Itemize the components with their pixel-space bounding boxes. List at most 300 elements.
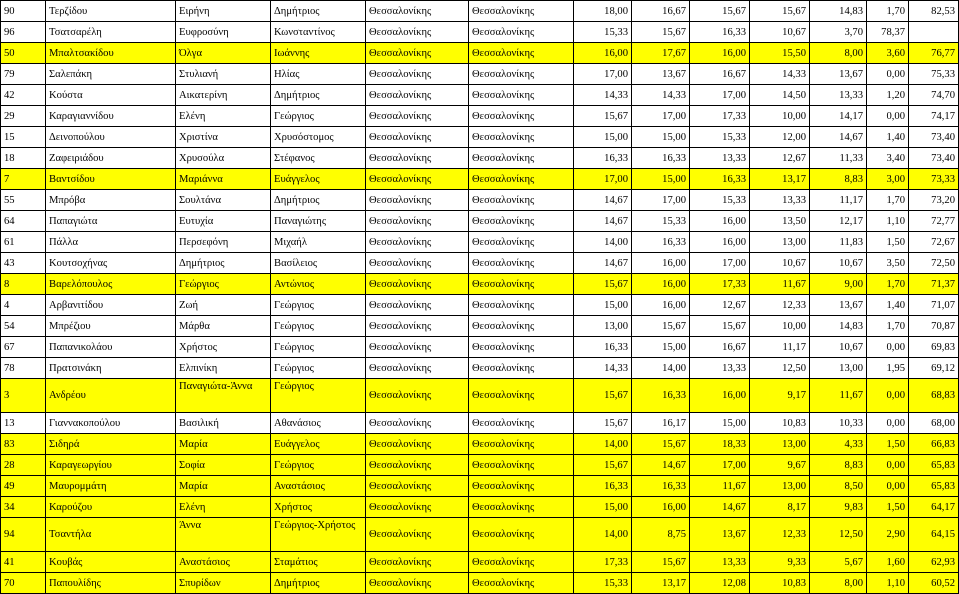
cell-first-name: Δημήτριος (176, 253, 271, 274)
cell-score3: 14,67 (690, 497, 750, 518)
cell-surname: Κουβάς (46, 552, 176, 573)
cell-score5: 10,33 (810, 413, 867, 434)
cell-region: Θεσσαλονίκης (366, 253, 469, 274)
cell-score1: 14,33 (574, 358, 632, 379)
cell-score3: 15,33 (690, 190, 750, 211)
cell-score2: 15,33 (632, 211, 690, 232)
cell-total: 71,07 (909, 295, 959, 316)
cell-score3: 13,33 (690, 552, 750, 573)
table-row (1, 22, 959, 43)
cell-score2: 16,00 (632, 253, 690, 274)
cell-score5: 14,67 (810, 127, 867, 148)
cell-score5: 8,50 (810, 476, 867, 497)
cell-surname: Πάλλα (46, 232, 176, 253)
cell-score5: 9,83 (810, 497, 867, 518)
cell-region: Θεσσαλονίκης (366, 295, 469, 316)
cell-score3: 17,00 (690, 455, 750, 476)
cell-father-name: Κωνσταντίνος (271, 22, 366, 43)
cell-city: Θεσσαλονίκης (469, 211, 574, 232)
table-row (1, 232, 959, 253)
cell-score3: 15,33 (690, 127, 750, 148)
cell-score4: 10,83 (750, 573, 810, 594)
cell-city: Θεσσαλονίκης (469, 413, 574, 434)
cell-total: 60,52 (909, 573, 959, 594)
cell-score3: 15,00 (690, 413, 750, 434)
cell-surname: Μπαλτσακίδου (46, 43, 176, 64)
cell-score4: 13,50 (750, 211, 810, 232)
cell-total: 64,15 (909, 518, 959, 552)
table-row (1, 106, 959, 127)
cell-region: Θεσσαλονίκης (366, 413, 469, 434)
cell-score5: 13,67 (810, 295, 867, 316)
cell-score4: 12,50 (750, 358, 810, 379)
cell-id: 78 (1, 358, 46, 379)
cell-region: Θεσσαλονίκης (366, 497, 469, 518)
table-row (1, 127, 959, 148)
cell-city: Θεσσαλονίκης (469, 274, 574, 295)
cell-city: Θεσσαλονίκης (469, 85, 574, 106)
cell-father-name: Γεώργιος (271, 106, 366, 127)
cell-score5: 10,67 (810, 253, 867, 274)
cell-first-name: Παναγιώτα-Άννα (176, 379, 271, 413)
cell-score5: 13,67 (810, 64, 867, 85)
table-row (1, 295, 959, 316)
cell-score5: 11,33 (810, 148, 867, 169)
cell-score5: 8,00 (810, 573, 867, 594)
cell-score3: 12,08 (690, 573, 750, 594)
cell-total: 65,83 (909, 455, 959, 476)
cell-father-name: Σταμάτιος (271, 552, 366, 573)
cell-city: Θεσσαλονίκης (469, 43, 574, 64)
cell-first-name: Σπυρίδων (176, 573, 271, 594)
cell-score2: 15,00 (632, 127, 690, 148)
cell-score5: 14,17 (810, 106, 867, 127)
cell-surname: Παπανικολάου (46, 337, 176, 358)
cell-score1: 18,00 (574, 1, 632, 22)
cell-id: 83 (1, 434, 46, 455)
cell-score3: 15,67 (690, 316, 750, 337)
cell-id: 3 (1, 379, 46, 413)
cell-father-name: Δημήτριος (271, 190, 366, 211)
cell-father-name: Ευάγγελος (271, 434, 366, 455)
cell-region: Θεσσαλονίκης (366, 148, 469, 169)
cell-id: 50 (1, 43, 46, 64)
cell-score2: 17,00 (632, 106, 690, 127)
cell-first-name: Μαρία (176, 434, 271, 455)
cell-score3: 16,67 (690, 64, 750, 85)
cell-total: 73,40 (909, 148, 959, 169)
cell-first-name: Ευτυχία (176, 211, 271, 232)
cell-total: 64,17 (909, 497, 959, 518)
cell-surname: Αρβανιτίδου (46, 295, 176, 316)
cell-score2: 16,00 (632, 497, 690, 518)
cell-bonus: 1,70 (867, 190, 909, 211)
cell-id: 8 (1, 274, 46, 295)
cell-first-name: Ειρήνη (176, 1, 271, 22)
cell-score4: 8,17 (750, 497, 810, 518)
table-row (1, 190, 959, 211)
cell-score4: 14,50 (750, 85, 810, 106)
cell-bonus: 0,00 (867, 64, 909, 85)
cell-first-name: Ζωή (176, 295, 271, 316)
cell-region: Θεσσαλονίκης (366, 85, 469, 106)
cell-bonus: 1,40 (867, 127, 909, 148)
cell-region: Θεσσαλονίκης (366, 552, 469, 573)
table-row (1, 43, 959, 64)
cell-score3: 16,00 (690, 232, 750, 253)
cell-id: 79 (1, 64, 46, 85)
cell-first-name: Στυλιανή (176, 64, 271, 85)
cell-score1: 16,00 (574, 43, 632, 64)
cell-score5: 4,33 (810, 434, 867, 455)
cell-score4: 11,17 (750, 337, 810, 358)
cell-id: 54 (1, 316, 46, 337)
cell-score4: 9,33 (750, 552, 810, 573)
cell-bonus: 0,00 (867, 476, 909, 497)
table-row (1, 169, 959, 190)
cell-total: 62,93 (909, 552, 959, 573)
cell-bonus: 1,70 (867, 316, 909, 337)
cell-id: 43 (1, 253, 46, 274)
cell-score5: 14,83 (810, 1, 867, 22)
table-row (1, 1, 959, 22)
cell-score2: 16,00 (632, 274, 690, 295)
cell-father-name: Δημήτριος (271, 573, 366, 594)
cell-first-name: Όλγα (176, 43, 271, 64)
cell-score5: 11,67 (810, 379, 867, 413)
cell-first-name: Χρυσούλα (176, 148, 271, 169)
cell-id: 29 (1, 106, 46, 127)
cell-score3: 16,00 (690, 43, 750, 64)
cell-score3: 16,00 (690, 379, 750, 413)
table-row (1, 64, 959, 85)
cell-city: Θεσσαλονίκης (469, 497, 574, 518)
cell-city: Θεσσαλονίκης (469, 169, 574, 190)
cell-score3: 17,33 (690, 274, 750, 295)
cell-total: 73,33 (909, 169, 959, 190)
cell-surname: Κούστα (46, 85, 176, 106)
cell-region: Θεσσαλονίκης (366, 476, 469, 497)
cell-score4: 15,50 (750, 43, 810, 64)
cell-score4: 15,67 (750, 1, 810, 22)
cell-father-name: Γεώργιος (271, 379, 366, 413)
cell-score2: 16,33 (632, 476, 690, 497)
cell-bonus: 1,70 (867, 1, 909, 22)
cell-region: Θεσσαλονίκης (366, 455, 469, 476)
cell-score5: 10,67 (810, 337, 867, 358)
cell-father-name: Ιωάννης (271, 43, 366, 64)
cell-city: Θεσσαλονίκης (469, 232, 574, 253)
cell-score5: 13,00 (810, 358, 867, 379)
cell-score3: 17,00 (690, 85, 750, 106)
cell-score1: 14,33 (574, 85, 632, 106)
cell-score5: 11,83 (810, 232, 867, 253)
cell-id: 28 (1, 455, 46, 476)
cell-score1: 13,00 (574, 316, 632, 337)
cell-city: Θεσσαλονίκης (469, 518, 574, 552)
cell-score4: 13,33 (750, 190, 810, 211)
cell-score1: 15,67 (574, 274, 632, 295)
cell-score1: 15,33 (574, 22, 632, 43)
cell-father-name: Γεώργιος (271, 337, 366, 358)
cell-score2: 16,00 (632, 295, 690, 316)
cell-first-name: Χριστίνα (176, 127, 271, 148)
cell-score2: 16,17 (632, 413, 690, 434)
cell-surname: Σαλεπάκη (46, 64, 176, 85)
cell-total: 69,83 (909, 337, 959, 358)
cell-region: Θεσσαλονίκης (366, 64, 469, 85)
cell-score1: 14,67 (574, 253, 632, 274)
cell-score4: 12,67 (750, 148, 810, 169)
cell-total: 72,50 (909, 253, 959, 274)
cell-total: 75,33 (909, 64, 959, 85)
cell-region: Θεσσαλονίκης (366, 274, 469, 295)
cell-score3: 16,33 (690, 169, 750, 190)
cell-score5: 8,83 (810, 169, 867, 190)
cell-surname: Παπαγιώτα (46, 211, 176, 232)
cell-city: Θεσσαλονίκης (469, 22, 574, 43)
cell-father-name: Γεώργιος-Χρήστος (271, 518, 366, 552)
cell-score1: 14,00 (574, 518, 632, 552)
cell-score2: 17,00 (632, 190, 690, 211)
cell-score5: 12,17 (810, 211, 867, 232)
cell-total: 72,77 (909, 211, 959, 232)
cell-score3: 17,00 (690, 253, 750, 274)
cell-id: 41 (1, 552, 46, 573)
cell-region: Θεσσαλονίκης (366, 379, 469, 413)
cell-father-name: Παναγιώτης (271, 211, 366, 232)
cell-surname: Βαντσίδου (46, 169, 176, 190)
cell-first-name: Χρήστος (176, 337, 271, 358)
cell-city: Θεσσαλονίκης (469, 379, 574, 413)
cell-score4: 13,00 (750, 476, 810, 497)
cell-father-name: Γεώργιος (271, 295, 366, 316)
cell-region: Θεσσαλονίκης (366, 337, 469, 358)
cell-score3: 15,67 (690, 1, 750, 22)
cell-bonus: 1,10 (867, 573, 909, 594)
cell-surname: Μπρόβα (46, 190, 176, 211)
cell-total: 74,70 (909, 85, 959, 106)
table-row (1, 455, 959, 476)
cell-bonus: 3,00 (867, 169, 909, 190)
cell-city: Θεσσαλονίκης (469, 337, 574, 358)
cell-id: 61 (1, 232, 46, 253)
table-row (1, 337, 959, 358)
cell-score4: 11,67 (750, 274, 810, 295)
table-row (1, 211, 959, 232)
cell-surname: Πρατσινάκη (46, 358, 176, 379)
cell-father-name: Αναστάσιος (271, 476, 366, 497)
cell-surname: Παπουλίδης (46, 573, 176, 594)
cell-score2: 15,67 (632, 316, 690, 337)
cell-first-name: Μαρία (176, 476, 271, 497)
cell-bonus: 0,00 (867, 106, 909, 127)
cell-score1: 16,33 (574, 148, 632, 169)
cell-first-name: Μάρθα (176, 316, 271, 337)
cell-region: Θεσσαλονίκης (366, 518, 469, 552)
table-row (1, 573, 959, 594)
cell-score1: 14,67 (574, 211, 632, 232)
cell-region: Θεσσαλονίκης (366, 211, 469, 232)
cell-first-name: Αικατερίνη (176, 85, 271, 106)
cell-score2: 15,00 (632, 169, 690, 190)
cell-city: Θεσσαλονίκης (469, 434, 574, 455)
cell-score2: 13,67 (632, 64, 690, 85)
cell-score4: 13,17 (750, 169, 810, 190)
cell-bonus: 1,60 (867, 552, 909, 573)
cell-father-name: Δημήτριος (271, 85, 366, 106)
cell-bonus: 1,70 (867, 274, 909, 295)
cell-score3: 13,33 (690, 358, 750, 379)
table-row (1, 274, 959, 295)
cell-score1: 17,00 (574, 169, 632, 190)
cell-first-name: Βασιλική (176, 413, 271, 434)
cell-father-name: Χρήστος (271, 497, 366, 518)
cell-father-name: Αθανάσιος (271, 413, 366, 434)
cell-score4: 10,83 (750, 413, 810, 434)
cell-city: Θεσσαλονίκης (469, 106, 574, 127)
cell-id: 64 (1, 211, 46, 232)
table-row (1, 253, 959, 274)
cell-score4: 9,17 (750, 379, 810, 413)
cell-surname: Κουτσοχήνας (46, 253, 176, 274)
cell-surname: Ζαφειριάδου (46, 148, 176, 169)
cell-total: 72,67 (909, 232, 959, 253)
cell-id: 34 (1, 497, 46, 518)
cell-total: 69,12 (909, 358, 959, 379)
cell-id: 18 (1, 148, 46, 169)
cell-score3: 18,33 (690, 434, 750, 455)
cell-score4: 10,67 (750, 253, 810, 274)
cell-father-name: Δημήτριος (271, 1, 366, 22)
cell-surname: Σιδηρά (46, 434, 176, 455)
cell-first-name: Ελένη (176, 106, 271, 127)
cell-city: Θεσσαλονίκης (469, 476, 574, 497)
cell-bonus: 3,60 (867, 43, 909, 64)
cell-bonus: 0,00 (867, 413, 909, 434)
cell-score2: 8,75 (632, 518, 690, 552)
cell-first-name: Σουλτάνα (176, 190, 271, 211)
cell-id: 4 (1, 295, 46, 316)
cell-score4: 13,00 (750, 232, 810, 253)
cell-bonus: 1,50 (867, 232, 909, 253)
cell-city: Θεσσαλονίκης (469, 295, 574, 316)
cell-id: 15 (1, 127, 46, 148)
cell-id: 7 (1, 169, 46, 190)
cell-bonus: 0,00 (867, 379, 909, 413)
cell-score1: 16,33 (574, 476, 632, 497)
cell-score4: 12,00 (750, 127, 810, 148)
cell-score2: 15,67 (632, 22, 690, 43)
cell-score2: 16,33 (632, 148, 690, 169)
cell-city: Θεσσαλονίκης (469, 64, 574, 85)
cell-surname: Δεινοπούλου (46, 127, 176, 148)
table-row (1, 148, 959, 169)
cell-score3: 12,67 (690, 295, 750, 316)
cell-score5: 11,17 (810, 190, 867, 211)
cell-bonus: 0,00 (867, 337, 909, 358)
cell-score2: 16,33 (632, 232, 690, 253)
cell-score4: 10,00 (750, 316, 810, 337)
table-row (1, 316, 959, 337)
cell-score1: 14,00 (574, 434, 632, 455)
cell-score1: 15,67 (574, 379, 632, 413)
cell-surname: Καραγεωργίου (46, 455, 176, 476)
cell-first-name: Γεώργιος (176, 274, 271, 295)
cell-bonus: 1,40 (867, 295, 909, 316)
cell-score1: 15,67 (574, 106, 632, 127)
cell-city: Θεσσαλονίκης (469, 358, 574, 379)
cell-first-name: Περσεφόνη (176, 232, 271, 253)
table-row (1, 434, 959, 455)
cell-surname: Τσατσαρέλη (46, 22, 176, 43)
cell-region: Θεσσαλονίκης (366, 106, 469, 127)
cell-city: Θεσσαλονίκης (469, 253, 574, 274)
cell-region: Θεσσαλονίκης (366, 169, 469, 190)
cell-bonus: 1,50 (867, 497, 909, 518)
cell-score1: 15,00 (574, 497, 632, 518)
cell-score1: 16,33 (574, 337, 632, 358)
cell-score2: 15,67 (632, 552, 690, 573)
table-row (1, 552, 959, 573)
cell-id: 70 (1, 573, 46, 594)
cell-score4: 9,67 (750, 455, 810, 476)
cell-surname: Ανδρέου (46, 379, 176, 413)
cell-total (909, 22, 959, 43)
cell-score4: 14,33 (750, 64, 810, 85)
cell-bonus: 3,50 (867, 253, 909, 274)
cell-city: Θεσσαλονίκης (469, 127, 574, 148)
cell-first-name: Ελπινίκη (176, 358, 271, 379)
cell-first-name: Ελένη (176, 497, 271, 518)
cell-score1: 15,00 (574, 295, 632, 316)
cell-father-name: Ευάγγελος (271, 169, 366, 190)
cell-score5: 8,83 (810, 455, 867, 476)
cell-score3: 13,33 (690, 148, 750, 169)
cell-score3: 17,33 (690, 106, 750, 127)
cell-score3: 13,67 (690, 518, 750, 552)
cell-city: Θεσσαλονίκης (469, 316, 574, 337)
cell-id: 42 (1, 85, 46, 106)
cell-region: Θεσσαλονίκης (366, 573, 469, 594)
cell-total: 70,87 (909, 316, 959, 337)
cell-city: Θεσσαλονίκης (469, 455, 574, 476)
table-row (1, 518, 959, 552)
cell-id: 49 (1, 476, 46, 497)
cell-father-name: Μιχαήλ (271, 232, 366, 253)
cell-surname: Γιαννακοπούλου (46, 413, 176, 434)
cell-score1: 15,67 (574, 413, 632, 434)
cell-father-name: Αντώνιος (271, 274, 366, 295)
cell-score1: 17,00 (574, 64, 632, 85)
cell-score5: 9,00 (810, 274, 867, 295)
cell-score4: 10,67 (750, 22, 810, 43)
table-row (1, 358, 959, 379)
cell-score4: 12,33 (750, 518, 810, 552)
cell-score2: 14,67 (632, 455, 690, 476)
cell-surname: Βαρελόπουλος (46, 274, 176, 295)
cell-region: Θεσσαλονίκης (366, 434, 469, 455)
cell-region: Θεσσαλονίκης (366, 1, 469, 22)
cell-bonus: 1,20 (867, 85, 909, 106)
cell-bonus: 1,10 (867, 211, 909, 232)
cell-city: Θεσσαλονίκης (469, 573, 574, 594)
cell-bonus: 78,37 (867, 22, 909, 43)
cell-father-name: Βασίλειος (271, 253, 366, 274)
cell-total: 66,83 (909, 434, 959, 455)
table-row (1, 379, 959, 413)
cell-surname: Καρούζου (46, 497, 176, 518)
